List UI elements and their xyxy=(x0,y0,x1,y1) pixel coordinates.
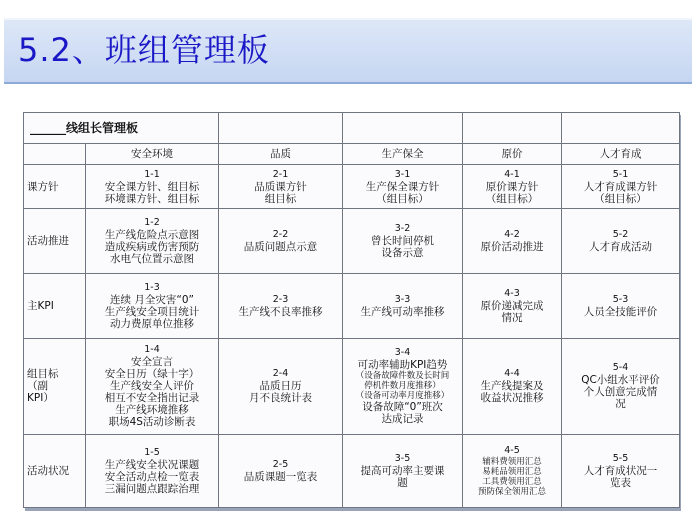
row-label-line: KPI） xyxy=(27,392,54,405)
item-text: 工具费领用汇总 xyxy=(482,476,542,487)
item-code: 2-5 xyxy=(272,458,289,470)
item-text: （组目标） xyxy=(485,192,539,205)
item-code: 5-2 xyxy=(612,229,629,240)
board-title-empty-cell xyxy=(343,113,463,144)
column-header-quality: 品质 xyxy=(219,144,343,165)
column-header xyxy=(24,144,86,165)
board-title: ______线组长管理板 xyxy=(24,113,219,144)
board-cell xyxy=(343,209,463,274)
management-board xyxy=(23,112,679,508)
item-text: 环境课方针、组目标 xyxy=(104,192,200,205)
item-text: 情况 xyxy=(501,311,523,324)
item-code: 5-3 xyxy=(612,293,629,305)
row-label-line: 主KPI xyxy=(27,299,54,312)
row-label-line: 活动状况 xyxy=(27,464,69,477)
item-text: 生产线安全项目统计 xyxy=(104,305,200,318)
board-cell xyxy=(343,273,463,338)
item-code: 4-5 xyxy=(504,444,520,456)
item-text: 组目标 xyxy=(264,192,297,205)
row-label xyxy=(24,165,86,209)
item-text: 职场4S活动诊断表 xyxy=(108,416,196,429)
item-text: 生产线安全人评价 xyxy=(110,380,194,393)
item-text: 预防保全领用汇总 xyxy=(478,486,547,497)
item-text: （设备可动率月度推移） xyxy=(355,391,450,402)
item-code: 1-2 xyxy=(144,217,160,228)
item-text: 安全日历（绿十字） xyxy=(104,368,200,381)
item-text: 辅料费领用汇总 xyxy=(482,456,542,467)
item-text: 个人创意完成情 xyxy=(583,386,658,399)
board-title-row xyxy=(24,113,680,144)
item-text: 览表 xyxy=(610,476,632,489)
item-code: 4-3 xyxy=(504,287,520,299)
slide-title-bar xyxy=(4,18,692,84)
board-cell xyxy=(463,434,562,507)
board-cell xyxy=(86,165,219,209)
item-text: 原价课方针 xyxy=(485,180,539,193)
row-label xyxy=(24,273,86,338)
board-cell xyxy=(86,338,219,434)
item-text: 相互不安全指出记录 xyxy=(104,392,200,405)
item-text: （组目标） xyxy=(594,192,647,205)
board-cell xyxy=(343,338,463,434)
board-row xyxy=(24,434,680,507)
item-code: 4-2 xyxy=(504,229,520,240)
item-code: 2-3 xyxy=(272,293,289,305)
board-row xyxy=(24,273,680,338)
column-header-row xyxy=(24,144,680,165)
board-cell xyxy=(562,273,680,338)
item-text: 人才育成状况一 xyxy=(583,464,658,477)
item-text: 提高可动率主要课 xyxy=(360,464,445,477)
item-text: 原价递减完成 xyxy=(480,299,544,312)
board-cell xyxy=(562,209,680,274)
item-text: 水电气位置示意图 xyxy=(110,253,194,265)
item-code: 3-2 xyxy=(394,223,411,234)
row-label xyxy=(24,209,86,274)
item-text: 可动率辅助KPI趋势 xyxy=(357,359,448,372)
slide-title: 5.2、班组管理板 xyxy=(18,31,270,69)
item-text: 生产线不良率推移 xyxy=(238,305,323,318)
item-code: 4-1 xyxy=(504,168,520,180)
item-text: 安全活动点检一览表 xyxy=(104,470,200,483)
row-label-line: 组目标 xyxy=(27,368,59,381)
item-text: 曾长时间停机 xyxy=(371,235,435,247)
board-cell xyxy=(463,338,562,434)
board-cell xyxy=(86,209,219,274)
item-text: 达成记录 xyxy=(381,413,424,426)
board-title-empty-cell xyxy=(219,113,343,144)
item-text: 生产线安全状况课题 xyxy=(104,458,200,471)
item-text: （设备故障件数及长时间 xyxy=(355,371,450,382)
board-cell xyxy=(463,209,562,274)
item-code: 3-4 xyxy=(394,347,411,359)
item-code: 1-3 xyxy=(144,281,160,293)
board-cell xyxy=(562,338,680,434)
row-label-line: 课方针 xyxy=(27,180,59,193)
item-text: 品质问题点示意 xyxy=(243,241,318,253)
board-cell xyxy=(219,338,343,434)
board-cell xyxy=(343,165,463,209)
item-code: 2-2 xyxy=(272,229,289,240)
item-text: 原价活动推进 xyxy=(480,241,544,253)
item-code: 3-1 xyxy=(394,168,411,180)
row-label xyxy=(24,434,86,507)
item-text: 人才育成课方针 xyxy=(583,180,658,193)
item-text: 安全课方针、组目标 xyxy=(104,180,200,193)
item-text: 题 xyxy=(397,476,408,489)
column-header-talent: 人才育成 xyxy=(562,144,680,165)
item-text: 停机件数月度推移） xyxy=(364,381,441,392)
board-cell xyxy=(463,165,562,209)
column-header-safety: 安全环境 xyxy=(86,144,219,165)
column-header-maintenance: 生产保全 xyxy=(343,144,463,165)
item-text: 生产线提案及 xyxy=(480,380,544,393)
row-label-line: （副 xyxy=(27,380,48,393)
board-cell xyxy=(219,434,343,507)
column-header-cost: 原价 xyxy=(463,144,562,165)
board-cell xyxy=(343,434,463,507)
board-cell xyxy=(562,434,680,507)
board-cell xyxy=(86,434,219,507)
item-text: 造成疾病或伤害预防 xyxy=(104,241,200,253)
board-title-empty-cell xyxy=(463,113,562,144)
item-text: （组目标） xyxy=(376,192,429,205)
item-text: 易耗品领用汇总 xyxy=(482,466,542,477)
item-text: 人员全技能评价 xyxy=(583,305,658,318)
board-cell xyxy=(219,209,343,274)
item-code: 5-5 xyxy=(612,452,629,464)
item-text: 三漏问题点跟踪治理 xyxy=(104,482,200,495)
item-code: 2-1 xyxy=(272,168,289,180)
item-text: 连续 月全灾害“0” xyxy=(110,293,194,306)
board-title-empty-cell xyxy=(562,113,680,144)
board-row xyxy=(24,338,680,434)
item-code: 5-1 xyxy=(612,168,629,180)
item-text: 设备示意 xyxy=(381,247,424,259)
item-text: 生产线环境推移 xyxy=(115,404,189,417)
item-code: 3-3 xyxy=(394,293,411,305)
item-text: 设备故障“0”班次 xyxy=(362,401,443,414)
board-table xyxy=(23,112,680,508)
item-text: 月不良统计表 xyxy=(249,392,313,405)
item-text: 动力费原单位推移 xyxy=(110,317,194,330)
item-text: 况 xyxy=(615,398,626,411)
item-text: 品质课题一览表 xyxy=(243,470,318,483)
item-text: 生产保全课方针 xyxy=(365,180,440,193)
item-text: 品质日历 xyxy=(259,380,302,393)
item-code: 3-5 xyxy=(394,452,411,464)
board-cell xyxy=(219,165,343,209)
item-text: 安全宣言 xyxy=(131,356,173,369)
item-code: 4-4 xyxy=(504,368,520,380)
board-row xyxy=(24,209,680,274)
item-code: 1-5 xyxy=(144,446,160,458)
item-text: 品质课方针 xyxy=(254,180,307,193)
row-label xyxy=(24,338,86,434)
item-text: 人才育成活动 xyxy=(589,241,653,253)
board-cell xyxy=(463,273,562,338)
item-text: 收益状况推移 xyxy=(480,392,544,405)
board-cell xyxy=(86,273,219,338)
board-row xyxy=(24,165,680,209)
item-code: 2-4 xyxy=(272,368,289,380)
item-text: 生产线危险点示意图 xyxy=(104,229,200,241)
item-code: 5-4 xyxy=(612,362,629,374)
item-text: 生产线可动率推移 xyxy=(360,305,445,318)
item-code: 1-4 xyxy=(144,344,160,356)
row-label-line: 活动推进 xyxy=(27,235,69,247)
item-code: 1-1 xyxy=(144,168,160,180)
board-cell xyxy=(219,273,343,338)
item-text: QC小组水平评价 xyxy=(581,374,660,387)
board-cell xyxy=(562,165,680,209)
